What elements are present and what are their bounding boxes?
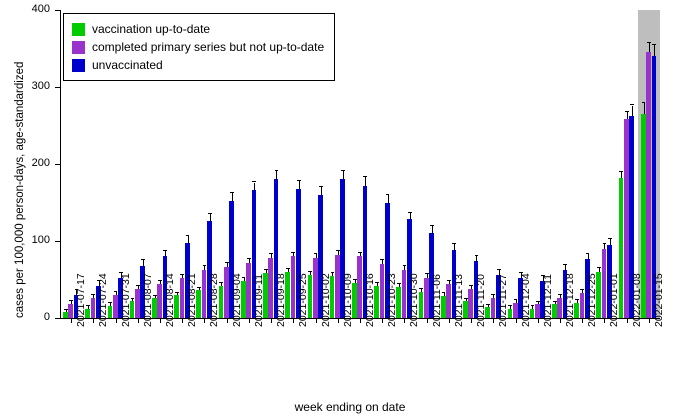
x-tick-label: 2021-08-07: [141, 273, 154, 327]
error-bar: [293, 253, 294, 257]
error-bar: [577, 300, 578, 302]
error-bar-cap: [475, 255, 479, 256]
error-bar-cap: [358, 252, 362, 253]
error-bar: [377, 283, 378, 286]
error-bar: [649, 43, 650, 52]
bar: [113, 295, 118, 318]
bar: [646, 52, 651, 318]
x-tick-label: 2021-10-30: [408, 273, 421, 327]
x-tick: [360, 318, 361, 323]
y-tick: [55, 164, 60, 165]
error-bar-cap: [336, 250, 340, 251]
x-tick: [249, 318, 250, 323]
x-tick: [604, 318, 605, 323]
legend-swatch-unvaccinated: [72, 59, 85, 72]
legend-item: [72, 56, 324, 74]
error-bar-cap: [563, 264, 567, 265]
x-tick: [227, 318, 228, 323]
y-axis-line: [60, 10, 61, 318]
y-tick-label: 200: [31, 157, 50, 169]
error-bar-cap: [269, 253, 273, 254]
x-tick: [271, 318, 272, 323]
error-bar: [532, 306, 533, 308]
error-bar-cap: [652, 44, 656, 45]
error-bar: [410, 213, 411, 220]
error-bar-cap: [647, 42, 651, 43]
x-tick-label: 2021-10-23: [386, 273, 399, 327]
x-tick: [582, 318, 583, 323]
error-bar: [565, 265, 566, 270]
error-bar: [654, 45, 655, 56]
error-bar: [244, 278, 245, 281]
error-bar-cap: [314, 253, 318, 254]
legend-label-primary-series: completed primary series but not up-to-date: [92, 40, 325, 54]
bar: [268, 258, 273, 318]
error-bar-cap: [286, 268, 290, 269]
legend-label-up-to-date: vaccination up-to-date: [92, 22, 211, 36]
error-bar-cap: [341, 170, 345, 171]
x-tick: [471, 318, 472, 323]
error-bar-cap: [514, 299, 518, 300]
x-tick: [449, 318, 450, 323]
x-tick-label: 2021-11-27: [497, 274, 510, 327]
x-tick: [316, 318, 317, 323]
error-bar-cap: [603, 243, 607, 244]
error-bar: [110, 303, 111, 305]
error-bar: [66, 310, 67, 312]
error-bar-cap: [363, 176, 367, 177]
legend-swatch-primary-series: [72, 41, 85, 54]
error-bar: [221, 283, 222, 285]
x-tick-label: 2021-09-25: [297, 273, 310, 327]
bar: [335, 255, 340, 318]
error-bar-cap: [219, 282, 223, 283]
error-bar: [160, 281, 161, 284]
error-bar: [188, 236, 189, 242]
error-bar: [421, 289, 422, 292]
error-bar-cap: [64, 309, 68, 310]
x-tick: [427, 318, 428, 323]
x-tick: [382, 318, 383, 323]
y-axis-title: cases per 100,000 person-days, age-standardized: [14, 61, 26, 318]
error-bar: [355, 280, 356, 283]
bar: [91, 298, 96, 318]
x-tick-label: 2021-08-28: [208, 273, 221, 327]
error-bar-cap: [247, 258, 251, 259]
error-bar: [516, 300, 517, 302]
error-bar-cap: [419, 288, 423, 289]
x-tick-label: 2021-09-18: [275, 273, 288, 327]
error-bar: [199, 288, 200, 290]
error-bar: [432, 226, 433, 233]
error-bar: [155, 296, 156, 298]
legend: [63, 13, 335, 81]
error-bar-cap: [69, 300, 73, 301]
x-tick: [404, 318, 405, 323]
x-tick-label: 2021-07-31: [119, 273, 132, 327]
error-bar-cap: [380, 259, 384, 260]
error-bar: [143, 260, 144, 265]
x-tick: [649, 318, 650, 323]
error-bar: [493, 295, 494, 298]
error-bar-cap: [586, 253, 590, 254]
error-bar: [388, 195, 389, 203]
x-tick: [516, 318, 517, 323]
error-bar-cap: [642, 102, 646, 103]
error-bar: [588, 254, 589, 259]
error-bar: [288, 269, 289, 272]
bar: [424, 278, 429, 318]
x-tick-label: 2022-01-15: [652, 273, 665, 327]
legend-item: [72, 38, 324, 56]
x-tick: [116, 318, 117, 323]
x-tick: [560, 318, 561, 323]
x-tick-label: 2021-11-20: [475, 274, 488, 327]
bar: [624, 119, 629, 318]
error-bar-cap: [114, 291, 118, 292]
bar: [580, 293, 585, 318]
x-tick: [627, 318, 628, 323]
error-bar: [299, 181, 300, 189]
x-tick-label: 2021-12-11: [541, 274, 554, 327]
error-bar: [476, 256, 477, 261]
error-bar: [138, 286, 139, 289]
error-bar: [454, 244, 455, 250]
bar: [135, 289, 140, 318]
error-bar: [165, 251, 166, 256]
error-bar-cap: [186, 235, 190, 236]
error-bar: [71, 301, 72, 304]
y-tick: [55, 318, 60, 319]
error-bar: [343, 171, 344, 179]
error-bar: [88, 306, 89, 308]
error-bar-cap: [297, 180, 301, 181]
error-bar-cap: [408, 212, 412, 213]
error-bar-cap: [180, 274, 184, 275]
error-bar-cap: [230, 192, 234, 193]
error-bar-cap: [275, 170, 279, 171]
error-bar: [365, 177, 366, 185]
error-bar: [132, 299, 133, 301]
error-bar: [449, 281, 450, 284]
x-tick-label: 2021-10-16: [364, 273, 376, 327]
x-tick: [338, 318, 339, 323]
legend-item: [72, 20, 324, 38]
error-bar: [599, 268, 600, 272]
error-bar: [604, 244, 605, 249]
x-tick-label: 2021-10-02: [319, 273, 332, 327]
error-bar-cap: [469, 285, 473, 286]
error-bar: [471, 286, 472, 289]
error-bar: [360, 253, 361, 257]
bar: [513, 303, 518, 318]
x-tick-label: 2022-01-08: [630, 273, 643, 327]
error-bar-cap: [136, 285, 140, 286]
y-tick-label: 100: [31, 234, 50, 246]
error-bar-cap: [630, 104, 634, 105]
error-bar: [232, 193, 233, 201]
x-tick: [493, 318, 494, 323]
x-tick: [538, 318, 539, 323]
error-bar: [510, 306, 511, 308]
x-tick-label: 2021-10-09: [341, 273, 354, 327]
x-tick-label: 2021-11-06: [430, 274, 443, 327]
x-tick-label: 2021-12-25: [586, 273, 599, 327]
error-bar: [644, 103, 645, 114]
error-bar: [399, 284, 400, 287]
error-bar-cap: [203, 265, 207, 266]
error-bar-cap: [225, 262, 229, 263]
x-tick: [204, 318, 205, 323]
error-bar: [177, 293, 178, 295]
y-tick-label: 300: [31, 80, 50, 92]
x-tick: [293, 318, 294, 323]
bar: [602, 249, 607, 318]
error-bar: [93, 295, 94, 298]
error-bar: [204, 266, 205, 270]
error-bar: [488, 305, 489, 307]
error-bar-cap: [497, 269, 501, 270]
bar: [557, 298, 562, 318]
error-bar-cap: [425, 273, 429, 274]
bar: [291, 256, 296, 318]
bar: [357, 256, 362, 318]
error-bar: [271, 254, 272, 258]
error-bar-cap: [625, 111, 629, 112]
error-bar-cap: [452, 243, 456, 244]
x-tick-label: 2021-12-04: [519, 273, 532, 327]
y-tick-label: 400: [31, 3, 50, 15]
bar: [202, 270, 207, 318]
error-bar: [254, 183, 255, 191]
error-bar-cap: [319, 186, 323, 187]
error-bar-cap: [558, 294, 562, 295]
bar: [468, 289, 473, 318]
bar: [313, 258, 318, 318]
y-tick-label: 0: [43, 311, 50, 323]
error-bar-cap: [597, 267, 601, 268]
error-bar-cap: [608, 238, 612, 239]
bar: [402, 270, 407, 318]
error-bar: [582, 290, 583, 293]
x-axis-title: week ending on date: [294, 400, 406, 414]
x-tick-label: 2021-07-17: [75, 273, 88, 327]
error-bar-cap: [536, 301, 540, 302]
bar: [535, 304, 540, 318]
error-bar: [338, 251, 339, 255]
x-tick-label: 2021-11-13: [452, 274, 465, 327]
error-bar-cap: [447, 280, 451, 281]
y-tick: [55, 10, 60, 11]
error-bar-cap: [386, 194, 390, 195]
error-bar: [310, 272, 311, 275]
error-bar: [627, 112, 628, 120]
bar: [380, 264, 385, 318]
error-bar: [210, 214, 211, 221]
error-bar: [182, 275, 183, 278]
error-bar: [332, 273, 333, 276]
bar: [246, 263, 251, 318]
error-bar: [227, 263, 228, 267]
x-tick: [138, 318, 139, 323]
error-bar: [321, 187, 322, 195]
x-tick-label: 2021-08-21: [186, 273, 199, 327]
error-bar: [427, 274, 428, 278]
legend-swatch-up-to-date: [72, 23, 85, 36]
error-bar-cap: [91, 294, 95, 295]
error-bar-cap: [208, 213, 212, 214]
bar: [224, 267, 229, 318]
error-bar: [316, 254, 317, 258]
bar: [446, 284, 451, 318]
error-bar: [538, 302, 539, 304]
error-bar: [560, 295, 561, 298]
y-tick: [55, 241, 60, 242]
bar: [491, 298, 496, 318]
error-bar: [404, 266, 405, 270]
error-bar: [555, 302, 556, 304]
error-bar: [266, 270, 267, 273]
error-bar: [444, 293, 445, 296]
y-tick: [55, 87, 60, 88]
x-tick: [93, 318, 94, 323]
error-bar: [276, 171, 277, 179]
error-bar-cap: [158, 280, 162, 281]
error-bar-cap: [430, 225, 434, 226]
bar: [68, 304, 73, 318]
error-bar-cap: [291, 252, 295, 253]
x-tick: [71, 318, 72, 323]
x-tick-label: 2021-09-11: [252, 274, 265, 327]
error-bar: [610, 239, 611, 245]
error-bar-cap: [264, 269, 268, 270]
error-bar-cap: [308, 271, 312, 272]
x-tick-label: 2021-12-18: [564, 273, 576, 327]
error-bar: [249, 259, 250, 263]
legend-label-unvaccinated: unvaccinated: [92, 58, 163, 72]
error-bar: [621, 172, 622, 178]
error-bar: [632, 106, 633, 117]
x-tick-label: 2021-09-04: [230, 273, 243, 327]
error-bar-cap: [619, 171, 623, 172]
error-bar-cap: [491, 294, 495, 295]
error-bar: [116, 292, 117, 295]
error-bar-cap: [580, 289, 584, 290]
error-bar: [466, 299, 467, 301]
error-bar-cap: [403, 265, 407, 266]
error-bar-cap: [141, 259, 145, 260]
x-tick-label: 2021-07-24: [97, 273, 110, 327]
x-tick-label: 2022-01-01: [608, 273, 621, 327]
x-tick: [182, 318, 183, 323]
error-bar-cap: [252, 181, 256, 182]
x-tick: [160, 318, 161, 323]
bar: [180, 278, 185, 318]
bar: [157, 284, 162, 318]
x-tick-label: 2021-08-14: [164, 273, 176, 327]
error-bar: [382, 260, 383, 264]
error-bar-cap: [163, 250, 167, 251]
